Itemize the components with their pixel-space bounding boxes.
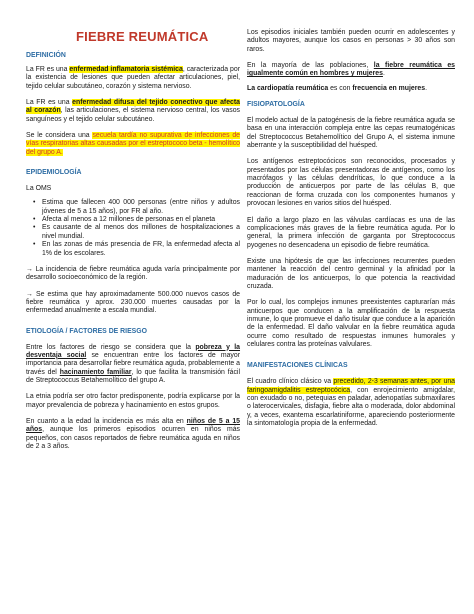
heading-definicion: DEFINICIÓN (26, 52, 66, 59)
definicion-paragraph-1 (26, 66, 240, 91)
text-run: En la mayoría de las poblaciones, (247, 62, 374, 70)
list-item: • Afecta al menos a 12 millones de personas en el planeta (42, 216, 240, 224)
text-run: , caracterizada por la existencia de lesiones que pueden afectar articulaciones, piel, tejido celular subcutáneo, corazón y sistema nervioso. (26, 66, 240, 90)
heading-etiologia: ETIOLOGÍA / FACTORES DE RIESGO (26, 327, 147, 335)
fisiopatologia-paragraph-5: Por lo cual, los complejos inmunes preexistentes capturarían más anticuerpos que conducen a la amplificación de la respuesta inmune, lo que promueve el daño tisular que conduce a la aparición de la enfermedad. El daño valvular en la fiebre reumática aguda ocurre como resultado de respuestas inmunes humorales y celulares contra las proteínas valvulares. (247, 299, 455, 348)
document-title: FIEBRE REUMÁTICA (76, 29, 209, 44)
heading-epidemiologia: EPIDEMIOLOGÍA (26, 169, 82, 177)
underline-edad: niños de 5 a 15 años (26, 417, 240, 434)
epidemiologia-paragraph-1: → La incidencia de fiebre reumática aguda varía principalmente por desarrollo socioeconómico de la región. (26, 265, 240, 282)
text-run: La FR es una (26, 99, 73, 107)
text-run: , con enrojecimiento amigdalar, con exudado o no, petequias en paladar, adenopatías submaxilares o laterocervicales, disfagia, fiebre alta o moderada, dolor abdominal y, a veces, exantema escarlatiniforme, apareciendo posteriormente la sintomatología propia de la enfermedad. (247, 386, 456, 428)
epidemiologia-bullet-list (26, 199, 240, 257)
list-item: • Estima que fallecen 400 000 personas (entre niños y adultos jóvenes de 5 a 15 años), por FR al año. (42, 199, 240, 216)
definicion-paragraph-2 (26, 99, 240, 124)
heading-manifestaciones: MANIFESTACIONES CLÍNICAS (247, 362, 348, 370)
fisiopatologia-paragraph-1: El modelo actual de la patogénesis de la fiebre reumática aguda se basa en una interacción compleja entre las cepas reumatogénicas del Streptococcus Betahemolítico del Grupo A, el sistema inmune aberrante y la susceptibilidad del huésped. (247, 117, 455, 150)
epidemiologia-paragraph-2: → Se estima que hay aproximadamente 500.000 nuevos casos de fiebre reumática y aprox. 230.000 muertes causadas por la enfermedad anualmente a escala mundial. (26, 290, 240, 315)
left-column (26, 0, 240, 451)
text-run: , lo que facilita la transmisión fácil de Streptococcus Betahemolítico del grupo A. (26, 368, 240, 384)
text-run: Se le considera una (26, 132, 93, 140)
etiologia-paragraph-3 (26, 418, 240, 451)
right-paragraph-1: Los episodios iniciales también pueden ocurrir en adolescentes y adultos mayores, aunque los casos en personas > 30 años son raros. (247, 29, 455, 53)
fisiopatologia-paragraph-3: El daño a largo plazo en las válvulas cardíacas es una de las complicaciones más graves de la fiebre reumática aguda. Por lo general, la primera infección de garganta por Streptococcus pyogenes no desencadena un episodio de fiebre reumática. (247, 216, 455, 249)
text-run: se encuentran entre los factores de mayor importancia para desarrollar fiebre reumática aguda, probablemente a través del (26, 351, 240, 376)
heading-fisiopatologia: FISIOPATOLOGÍA (247, 101, 305, 109)
text-run: . (425, 84, 428, 92)
right-column (247, 0, 455, 428)
highlight-tejido-conectivo: enfermedad difusa del tejido conectivo que afecta al corazón (26, 99, 240, 115)
right-paragraph-2 (247, 62, 455, 79)
text-run: , aunque los primeros episodios ocurren en niños más pequeños, con casos reportados de fiebre reumática aguda en niños de 2 a 3 años. (26, 426, 240, 450)
bold-frecuencia-mujeres: frecuencia en mujeres (352, 84, 426, 92)
text-run: El cuadro clínico clásico va (247, 378, 334, 386)
text-run: Entre los factores de riesgo se considera que la (26, 343, 196, 351)
text-run: , las articulaciones, el sistema nervioso central, los vasos sanguíneos y el tejido celular subcutáneo. (26, 107, 240, 123)
underline-hacinamiento: hacinamiento familiar (59, 368, 132, 376)
text-run: es con (328, 84, 353, 92)
underline-pobreza: pobreza y la desventaja social (26, 343, 241, 359)
definicion-paragraph-3 (26, 132, 240, 157)
highlight-secuela-tardia: secuela tardía no supurativa de infecciones de vías respiratorias altas causadas por el estreptococo beta - hemolítico del grupo A. (26, 132, 240, 156)
list-item: • En las zonas de más presencia de FR, la enfermedad afecta al 1% de los escolares. (42, 241, 240, 258)
manifestaciones-paragraph-1 (247, 378, 455, 428)
fisiopatologia-paragraph-4: Existe una hipótesis de que las infecciones recurrentes pueden mantener la reacción del centro germinal y la afinidad por la maduración de los anticuerpos, lo que potencia la reactividad cruzada. (247, 257, 455, 290)
underline-igualmente-comun: la fiebre reumática es igualmente común en hombres y mujeres (247, 62, 455, 78)
right-paragraph-3 (247, 85, 455, 93)
etiologia-paragraph-1 (26, 344, 240, 386)
highlight-enfermedad-inflamatoria: enfermedad inflamatoria sistémica (69, 66, 183, 73)
etiologia-paragraph-2: La etnia podría ser otro factor predisponente, podría explicarse por la mayor prevalencia de pobreza y hacinamiento en estos grupos. (26, 393, 240, 409)
text-run: . (382, 70, 385, 78)
list-item: • Es causante de al menos dos millones de hospitalizaciones a nivel mundial. (42, 224, 240, 241)
bold-cardiopatia: La cardiopatía reumática (247, 84, 329, 92)
fisiopatologia-paragraph-2: Los antígenos estreptocócicos son reconocidos, procesados y presentados por las células presentadoras de antígenos, como los macrófagos y las células dendríticas, lo que conduce a la producción de anticuerpos por parte de las células B, que reaccionan de forma cruzada con los componentes humanos y provocan lesiones en varios sitios del huésped. (247, 158, 455, 208)
highlight-precedido: precedido, 2-3 semanas antes, por una faringoamigdalitis estreptocócica (247, 378, 455, 394)
text-run: La FR es una (26, 66, 70, 73)
text-run: En cuanto a la edad la incidencia es más alta en (26, 417, 187, 425)
epidemiologia-intro: La OMS (26, 185, 52, 193)
